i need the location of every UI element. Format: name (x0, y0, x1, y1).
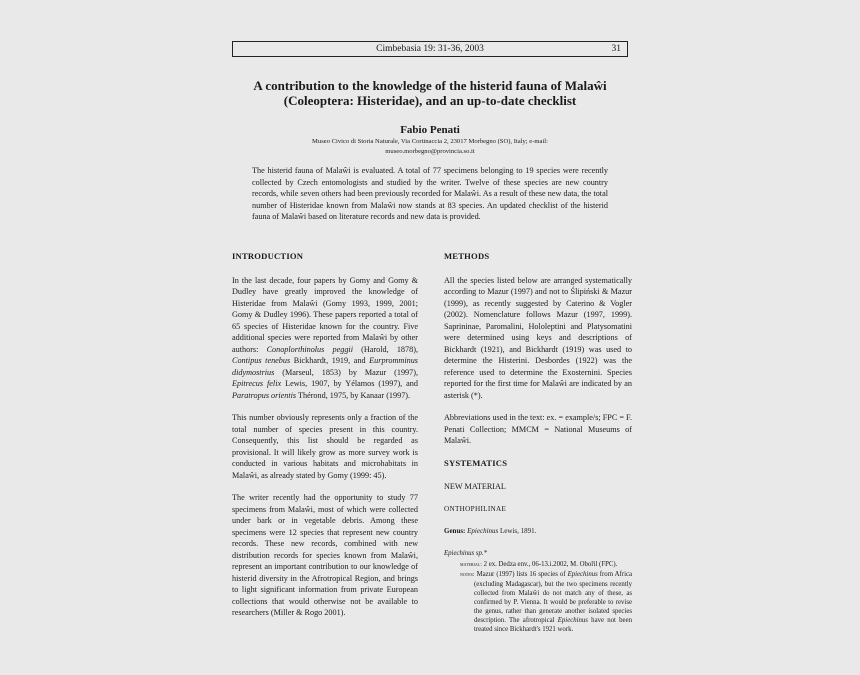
text-run: Mazur (1997) lists 16 species of (476, 571, 568, 578)
methods-paragraph-1: All the species listed below are arranged systematically according to Mazur (1997) and not to Ślipiński & Mazur (1999), as recently suggested by Caterino & Vogler (2002). Nomenclature follows Mazur (1997, 1999). Saprininae, Paromalini, Hololeptini and Platysomatini were determined using keys and descriptions of Bickhardt (1921), and Bickhardt (1919) was used to determine the Histerini. Desbordes (1922) was the reference used to determine the Exosternini. Species reported for the first time for Malaŵi are indicated by an asterisk (*). (444, 275, 632, 400)
genus-name: Epiechinus (467, 527, 499, 535)
introduction-heading: INTRODUCTION (232, 251, 304, 261)
author-affiliation: Museo Civico di Storia Naturale, Via Cortinaccia 2, 23017 Morbegno (SO), Italy; e-mail: museo.morbegno@provincia.so.it (312, 138, 548, 155)
species-name: Epitrecus felix (232, 379, 282, 388)
text-run: (Marseul, 1853) by Mazur (1997), (274, 367, 418, 377)
text-run: Thérond, 1975, by Kanaar (1997). (296, 390, 411, 400)
genus-name: Epiechinus (567, 571, 598, 578)
text-run: from Africa (excluding Madagascar), but the two specimens recently collected from Malaŵi do not match any of these, as confirmed by P. Vienna. It would be preferable to revise the genus, rather than generate another isolated species description. The afrotropical (474, 571, 632, 624)
text-run: (Harold, 1878), (352, 344, 418, 354)
genus-label: Genus: (444, 527, 466, 535)
material-entry (460, 560, 632, 570)
species-name: Conoplorthinolus peggii (266, 344, 353, 354)
introduction-paragraph-2: This number obviously represents only a fraction of the total number of species present in this country. Consequently, this list should be regarded as provisional. It will likely grow as more survey work is conducted in various habitats and microhabitats in Malaŵi, as already stated by Gomy (1999: 45). (232, 413, 418, 480)
systematics-heading: SYSTEMATICS (444, 457, 508, 468)
species-name: Paratropus orientis (232, 390, 297, 400)
page-number: 31 (611, 44, 621, 54)
notes-entry (460, 570, 632, 634)
text-run: In the last decade, four papers by Gomy and Gomy & Dudley have greatly improved the knowledge of Histeridae from Malaŵi (Gomy 1993, 1999, 2001; Gomy & Dudley 1996). These papers reported a total of 65 species of Histeridae known for the country. Five additional species were reported from Malaŵi by other authors: (232, 275, 418, 354)
species-name: Contipus tenebus (232, 356, 291, 365)
material-label: material: (460, 562, 482, 568)
species-name: Eurpromminus didymostrius (232, 356, 418, 377)
text-run: Lewis, 1907, by Yélamos (1997), and (281, 379, 418, 388)
notes-label: notes: (460, 572, 475, 578)
introduction-paragraph-3: The writer recently had the opportunity to study 77 specimens from Malaŵi, most of which were collected under bark or in vegetable debris. Among these specimens were 12 species that represent new country records. These new records, combined with new distribution records for species known from Malaŵi, represent an important contribution to our knowledge of histerid diversity in the Afrotropical Region, and brings to light significant information from private European collections that would otherwise not be available to researchers (Miller & Rogo 2001). (232, 493, 418, 617)
text-run: have not been treated since Bickhardt's 1921 work. (474, 617, 632, 633)
material-text: 2 ex. Dedza env., 06-13.i.2002, M. Obořil (FPC). (483, 561, 618, 568)
running-header (232, 41, 628, 57)
right-column (444, 251, 632, 634)
journal-citation: Cimbebasia 19: 31-36, 2003 (376, 44, 484, 54)
left-column (232, 251, 418, 630)
abstract: The histerid fauna of Malaŵi is evaluated. A total of 77 specimens belonging to 19 species were recently collected by Czech entomologists and studied by the writer. Twelve of these species are new country records, while seven others had been previously recorded for Malaŵi. As a result of these new data, the total number of Histeridae known from Malaŵi now stands at 83 species. An updated checklist of the histerid fauna of Malaŵi based on literature records and new data is provided. (252, 166, 608, 221)
methods-heading: METHODS (444, 251, 490, 261)
methods-paragraph-2: Abbreviations used in the text: ex. = example/s; FPC = F. Penati Collection; MMCM = National Museums of Malaŵi. (444, 413, 632, 445)
genus-author: Lewis, 1891. (500, 527, 537, 535)
paper-title: A contribution to the knowledge of the histerid fauna of Malaŵi (Coleoptera: Histeridae), and an up-to-date checklist (253, 78, 607, 108)
genus-name: Epiechinus (557, 617, 588, 624)
species-heading: Epiechinus sp.* (444, 549, 488, 557)
subfamily-heading: ONTHOPHILINAE (444, 504, 507, 513)
new-material-heading: NEW MATERIAL (444, 482, 506, 491)
genus-line (444, 526, 632, 538)
author-name: Fabio Penati (400, 124, 460, 136)
text-run: Bickhardt, 1919, and (290, 356, 370, 365)
introduction-paragraph-1 (232, 275, 418, 402)
